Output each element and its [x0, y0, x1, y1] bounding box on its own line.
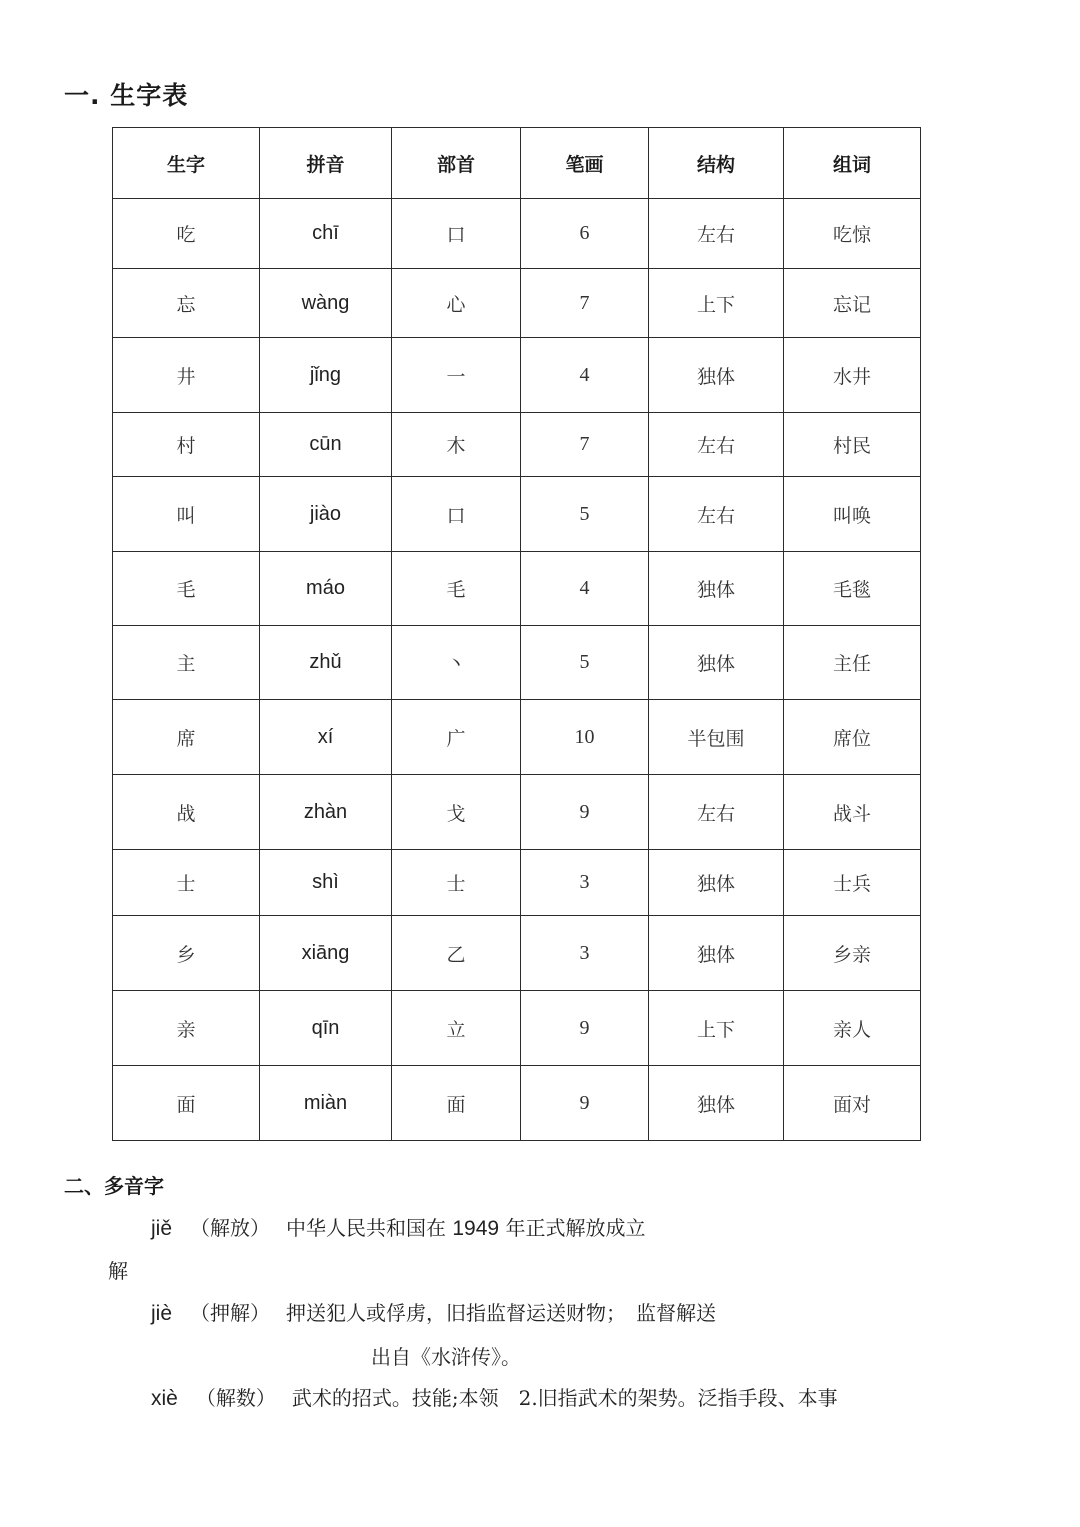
cell-strokes: 5: [521, 626, 649, 700]
header-char: 生字: [113, 128, 260, 199]
cell-char: 席: [113, 700, 260, 775]
cell-words: 叫唤: [784, 477, 921, 552]
cell-words: 村民: [784, 413, 921, 477]
cell-char: 叫: [113, 477, 260, 552]
cell-structure: 左右: [649, 199, 784, 269]
polyphonic-char: 解: [108, 1259, 128, 1283]
cell-pinyin: wàng: [260, 269, 392, 338]
cell-words: 亲人: [784, 991, 921, 1066]
entry-pinyin: jiě: [151, 1217, 173, 1240]
entry-text: 中华人民共和国在: [286, 1216, 447, 1240]
cell-radical: 戈: [392, 775, 521, 850]
polyphonic-entry: [151, 1297, 716, 1326]
cell-char: 主: [113, 626, 260, 700]
cell-char: 面: [113, 1066, 260, 1141]
cell-char: 村: [113, 413, 260, 477]
table-row: [113, 700, 921, 775]
cell-pinyin: jiào: [260, 477, 392, 552]
section-title-polyphonic: 二、多音字: [64, 1174, 164, 1198]
vocab-table: [112, 127, 921, 1141]
table-header-row: [113, 128, 921, 199]
cell-radical: 口: [392, 199, 521, 269]
cell-pinyin: máo: [260, 552, 392, 626]
section-title-vocab: 一. 生字表: [64, 81, 189, 110]
table-row: [113, 916, 921, 991]
table-row: [113, 477, 921, 552]
table-row: [113, 269, 921, 338]
table-row: [113, 552, 921, 626]
cell-structure: 独体: [649, 552, 784, 626]
cell-strokes: 9: [521, 1066, 649, 1141]
cell-structure: 独体: [649, 338, 784, 413]
cell-radical: 面: [392, 1066, 521, 1141]
cell-words: 乡亲: [784, 916, 921, 991]
table-row: [113, 338, 921, 413]
cell-char: 战: [113, 775, 260, 850]
cell-radical: 木: [392, 413, 521, 477]
polyphonic-entry: [151, 1382, 838, 1411]
table-row: [113, 775, 921, 850]
header-strokes: 笔画: [521, 128, 649, 199]
entry-year: 1949: [452, 1217, 500, 1240]
cell-pinyin: chī: [260, 199, 392, 269]
cell-pinyin: qīn: [260, 991, 392, 1066]
cell-radical: 一: [392, 338, 521, 413]
entry-word: （押解）: [190, 1301, 271, 1325]
cell-char: 乡: [113, 916, 260, 991]
header-structure: 结构: [649, 128, 784, 199]
header-pinyin: 拼音: [260, 128, 392, 199]
cell-structure: 半包围: [649, 700, 784, 775]
cell-pinyin: zhǔ: [260, 626, 392, 700]
cell-structure: 上下: [649, 269, 784, 338]
cell-char: 士: [113, 850, 260, 916]
cell-words: 战斗: [784, 775, 921, 850]
cell-strokes: 6: [521, 199, 649, 269]
cell-radical: 立: [392, 991, 521, 1066]
table-row: [113, 413, 921, 477]
cell-words: 吃惊: [784, 199, 921, 269]
cell-radical: 丶: [392, 626, 521, 700]
cell-char: 井: [113, 338, 260, 413]
cell-radical: 心: [392, 269, 521, 338]
cell-strokes: 7: [521, 269, 649, 338]
entry-pinyin: jiè: [151, 1302, 173, 1325]
cell-pinyin: xiāng: [260, 916, 392, 991]
cell-structure: 独体: [649, 1066, 784, 1141]
cell-strokes: 3: [521, 916, 649, 991]
cell-structure: 独体: [649, 850, 784, 916]
entry-word: （解数）: [195, 1386, 276, 1410]
cell-char: 毛: [113, 552, 260, 626]
cell-structure: 独体: [649, 916, 784, 991]
cell-words: 水井: [784, 338, 921, 413]
entry-text: 押送犯人或俘虏，旧指监督运送财物； 监督解送: [286, 1301, 717, 1325]
cell-words: 主任: [784, 626, 921, 700]
cell-words: 席位: [784, 700, 921, 775]
cell-char: 吃: [113, 199, 260, 269]
cell-strokes: 10: [521, 700, 649, 775]
entry-word: （解放）: [190, 1216, 271, 1240]
header-radical: 部首: [392, 128, 521, 199]
cell-words: 面对: [784, 1066, 921, 1141]
cell-structure: 左右: [649, 775, 784, 850]
cell-radical: 口: [392, 477, 521, 552]
table-row: [113, 850, 921, 916]
cell-char: 亲: [113, 991, 260, 1066]
cell-words: 毛毯: [784, 552, 921, 626]
polyphonic-entry: [151, 1212, 645, 1241]
table-row: [113, 991, 921, 1066]
table-row: [113, 199, 921, 269]
cell-structure: 左右: [649, 413, 784, 477]
cell-radical: 毛: [392, 552, 521, 626]
cell-structure: 上下: [649, 991, 784, 1066]
cell-strokes: 4: [521, 552, 649, 626]
cell-radical: 广: [392, 700, 521, 775]
cell-strokes: 3: [521, 850, 649, 916]
cell-words: 士兵: [784, 850, 921, 916]
cell-char: 忘: [113, 269, 260, 338]
header-words: 组词: [784, 128, 921, 199]
table-row: [113, 626, 921, 700]
entry-pinyin: xiè: [151, 1387, 178, 1410]
cell-pinyin: zhàn: [260, 775, 392, 850]
cell-words: 忘记: [784, 269, 921, 338]
cell-pinyin: shì: [260, 850, 392, 916]
entry-text: 年正式解放成立: [505, 1216, 646, 1240]
cell-strokes: 4: [521, 338, 649, 413]
cell-strokes: 5: [521, 477, 649, 552]
cell-structure: 左右: [649, 477, 784, 552]
cell-radical: 士: [392, 850, 521, 916]
cell-strokes: 9: [521, 991, 649, 1066]
entry-continuation: 出自《水浒传》。: [371, 1345, 521, 1369]
cell-pinyin: miàn: [260, 1066, 392, 1141]
table-row: [113, 1066, 921, 1141]
cell-strokes: 7: [521, 413, 649, 477]
cell-strokes: 9: [521, 775, 649, 850]
cell-pinyin: xí: [260, 700, 392, 775]
entry-text: 武术的招式。技能;本领 2.旧指武术的架势。泛指手段、本事: [291, 1386, 838, 1410]
cell-structure: 独体: [649, 626, 784, 700]
cell-pinyin: jǐng: [260, 338, 392, 413]
cell-radical: 乙: [392, 916, 521, 991]
cell-pinyin: cūn: [260, 413, 392, 477]
